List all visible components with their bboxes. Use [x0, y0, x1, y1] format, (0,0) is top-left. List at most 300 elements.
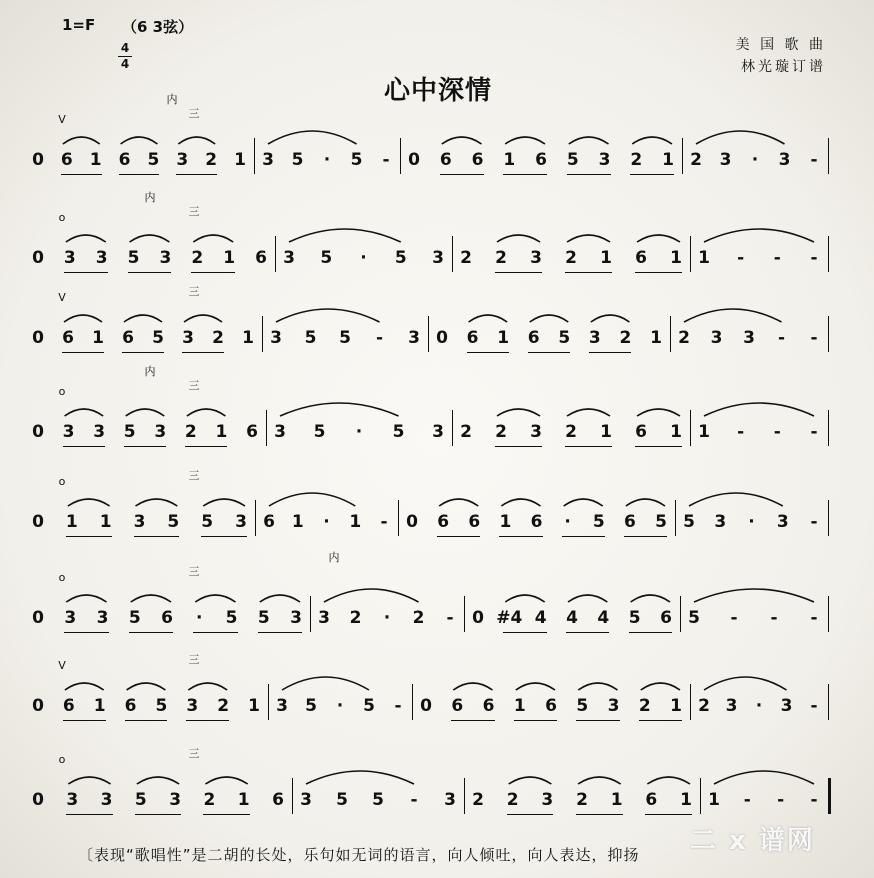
jianpu-note: 1: [698, 422, 710, 442]
jianpu-note: 3: [743, 328, 755, 348]
jianpu-note: -: [810, 790, 818, 810]
jianpu-note: 6: [62, 696, 75, 716]
beam-line: [589, 352, 632, 353]
jianpu-note: 5: [683, 512, 695, 532]
jianpu-note: 5: [339, 328, 351, 348]
jianpu-note: 1: [65, 512, 78, 532]
beam-line: [630, 174, 674, 175]
beam-line: [201, 536, 247, 537]
jianpu-note: 2: [191, 248, 204, 268]
jianpu-note: 6: [62, 328, 74, 348]
jianpu-note: ·: [755, 696, 763, 716]
beam-line: [193, 632, 237, 633]
jianpu-note: -: [777, 328, 786, 348]
score-row: [0, 191, 874, 316]
jianpu-note: 1: [237, 790, 250, 810]
jianpu-note: 1: [99, 512, 112, 532]
beam-line: [66, 536, 112, 537]
jianpu-note: 5: [336, 790, 348, 810]
beam-line: [503, 632, 546, 633]
jianpu-note: 1: [242, 328, 254, 348]
beam-line: [624, 536, 667, 537]
jianpu-note: 1: [291, 512, 304, 532]
jianpu-note: -: [382, 150, 390, 170]
jianpu-note: 5: [628, 608, 641, 628]
beam-line: [565, 272, 612, 273]
jianpu-note: 5: [257, 608, 270, 628]
jianpu-note: 3: [408, 328, 420, 348]
jianpu-note: -: [380, 512, 388, 532]
jianpu-note: 2: [184, 422, 197, 442]
jianpu-note: 3: [318, 608, 330, 628]
jianpu-note: 4: [566, 608, 578, 628]
open-string-mark: o: [58, 753, 66, 766]
beam-line: [499, 536, 542, 537]
breath-mark: V: [58, 659, 66, 672]
jianpu-note: 3: [64, 608, 77, 628]
jianpu-note: 2: [638, 696, 651, 716]
jianpu-note: 3: [778, 150, 791, 170]
song-title: 心中深情: [384, 76, 493, 106]
jianpu-note: -: [810, 608, 818, 628]
third-position-mark: 三: [188, 379, 200, 392]
jianpu-note: 6: [255, 248, 267, 268]
third-position-mark: 三: [188, 285, 200, 298]
credit-origin: 美 国 歌 曲: [735, 37, 826, 53]
barline: [464, 778, 465, 814]
jianpu-note: 2: [506, 790, 519, 810]
jianpu-note: -: [810, 696, 818, 716]
jianpu-note: -: [773, 248, 781, 268]
barline: [310, 596, 311, 632]
jianpu-note: 6: [437, 512, 450, 532]
barline: [690, 684, 691, 720]
jianpu-note: 5: [558, 328, 571, 348]
jianpu-note: 5: [688, 608, 700, 628]
barline: [428, 316, 429, 352]
barline: [464, 596, 465, 632]
jianpu-note: 0: [32, 790, 44, 810]
jianpu-note: 5: [655, 512, 667, 532]
third-position-mark: 三: [188, 469, 200, 482]
jianpu-note: 3: [725, 696, 738, 716]
beam-line: [567, 174, 611, 175]
jianpu-note: 3: [290, 608, 302, 628]
jianpu-note: 1: [680, 790, 692, 810]
jianpu-note: 5: [392, 422, 405, 442]
jianpu-note: 1: [708, 790, 720, 810]
barline: [690, 236, 691, 272]
jianpu-note: 6: [527, 328, 540, 348]
jianpu-note: 1: [670, 422, 682, 442]
jianpu-note: 3: [182, 328, 194, 348]
beam-line: [576, 720, 619, 721]
jianpu-note: 1: [248, 696, 260, 716]
jianpu-note: 2: [460, 248, 472, 268]
key-signature: 1=F: [62, 16, 96, 34]
barline: [400, 138, 401, 174]
jianpu-note: 3: [133, 512, 146, 532]
jianpu-note: 5: [313, 422, 326, 442]
tuning-label: （6 3弦）: [122, 18, 194, 36]
barline: [828, 684, 829, 720]
jianpu-note: 2: [203, 790, 216, 810]
jianpu-note: 5: [320, 248, 333, 268]
jianpu-note: -: [394, 696, 402, 716]
barline: [255, 500, 256, 536]
jianpu-note: 6: [246, 422, 258, 442]
jianpu-note: 5: [152, 328, 164, 348]
score-row: [0, 653, 874, 764]
jianpu-note: 2: [495, 248, 507, 268]
jianpu-note: -: [737, 248, 745, 268]
jianpu-note: 3: [607, 696, 620, 716]
jianpu-note: 5: [363, 696, 375, 716]
barline: [452, 236, 453, 272]
third-position-mark: 三: [188, 107, 200, 120]
barline: [690, 410, 691, 446]
jianpu-note: ·: [751, 150, 759, 170]
jianpu-note: 3: [780, 696, 793, 716]
jianpu-note: 1: [223, 248, 236, 268]
jianpu-note: 6: [466, 328, 479, 348]
beam-line: [635, 272, 682, 273]
beam-line: [258, 632, 302, 633]
jianpu-note: 2: [217, 696, 230, 716]
jianpu-note: 5: [225, 608, 238, 628]
time-sig-bottom: 4: [120, 57, 130, 71]
barline: [262, 316, 263, 352]
jianpu-note: 5: [566, 150, 579, 170]
jianpu-note: -: [410, 790, 418, 810]
jianpu-note: -: [737, 422, 745, 442]
jianpu-note: 6: [60, 150, 73, 170]
jianpu-note: -: [810, 422, 818, 442]
jianpu-note: 6: [122, 328, 134, 348]
jianpu-note: -: [810, 328, 818, 348]
jianpu-note: 5: [576, 696, 589, 716]
jianpu-note: 2: [619, 328, 632, 348]
jianpu-note: 1: [499, 512, 512, 532]
breath-mark: V: [58, 113, 66, 126]
beam-line: [437, 536, 480, 537]
jianpu-note: 0: [32, 328, 44, 348]
beam-line: [203, 814, 249, 815]
jianpu-note: -: [810, 150, 818, 170]
jianpu-note: 1: [662, 150, 674, 170]
barline: [828, 778, 831, 814]
jianpu-note: 3: [100, 790, 113, 810]
beam-line: [129, 632, 173, 633]
jianpu-note: ·: [383, 608, 391, 628]
performance-note: 〔表现“歌唱性”是二胡的长处，乐句如无词的语言，向人倾吐，向人表达，抑扬: [78, 846, 640, 864]
beam-line: [507, 814, 554, 815]
jianpu-note: 2: [205, 150, 218, 170]
beam-line: [495, 272, 542, 273]
barline: [828, 236, 829, 272]
jianpu-note: 1: [93, 696, 106, 716]
open-string-mark: o: [58, 385, 66, 398]
jianpu-note: 5: [127, 248, 140, 268]
third-position-mark: 三: [188, 747, 200, 760]
jianpu-note: 6: [471, 150, 484, 170]
jianpu-note: 3: [283, 248, 295, 268]
jianpu-note: 3: [598, 150, 611, 170]
jianpu-note: 3: [776, 512, 789, 532]
jianpu-note: #4: [496, 608, 523, 628]
jianpu-note: 5: [134, 790, 147, 810]
beam-line: [63, 720, 106, 721]
beam-line: [514, 720, 557, 721]
jianpu-note: 5: [147, 150, 160, 170]
jianpu-note: 2: [565, 248, 577, 268]
jianpu-note: 6: [530, 512, 543, 532]
jianpu-note: 6: [439, 150, 452, 170]
jianpu-note: 3: [710, 328, 723, 348]
jianpu-note: 6: [263, 512, 275, 532]
jianpu-note: 0: [32, 422, 44, 442]
beam-line: [176, 174, 217, 175]
jianpu-note: 3: [63, 248, 76, 268]
jianpu-note: 2: [460, 422, 472, 442]
jianpu-note: ·: [748, 512, 755, 532]
jianpu-note: 3: [62, 422, 75, 442]
beam-line: [576, 814, 623, 815]
credit-arranger: 林光璇订谱: [741, 59, 826, 75]
beam-line: [128, 272, 172, 273]
jianpu-note: 0: [32, 248, 44, 268]
jianpu-note: 3: [270, 328, 282, 348]
beam-line: [63, 446, 106, 447]
jianpu-note: 2: [576, 790, 588, 810]
jianpu-note: -: [743, 790, 751, 810]
jianpu-note: 6: [161, 608, 173, 628]
inner-string-mark: 内: [144, 365, 156, 378]
barline: [700, 778, 701, 814]
barline: [828, 500, 829, 536]
open-string-mark: o: [58, 211, 66, 224]
jianpu-note: -: [777, 790, 785, 810]
jianpu-note: 2: [472, 790, 484, 810]
jianpu-note: 6: [482, 696, 495, 716]
beam-line: [61, 174, 102, 175]
jianpu-note: ·: [323, 512, 330, 532]
jianpu-note: 5: [350, 150, 363, 170]
jianpu-note: 3: [235, 512, 247, 532]
jianpu-note: 5: [394, 248, 407, 268]
beam-line: [66, 814, 112, 815]
jianpu-note: 2: [565, 422, 577, 442]
jianpu-note: 3: [186, 696, 199, 716]
jianpu-note: ·: [196, 608, 203, 628]
inner-string-mark: 内: [166, 93, 178, 106]
jianpu-note: 0: [32, 512, 44, 532]
jianpu-note: 4: [597, 608, 610, 628]
jianpu-note: 5: [592, 512, 605, 532]
jianpu-note: 0: [420, 696, 432, 716]
jianpu-note: 5: [167, 512, 180, 532]
jianpu-note: 3: [444, 790, 456, 810]
barline: [412, 684, 413, 720]
jianpu-note: 3: [432, 422, 444, 442]
jianpu-note: 6: [272, 790, 284, 810]
jianpu-note: ·: [323, 150, 331, 170]
barline: [452, 410, 453, 446]
barline: [292, 778, 293, 814]
jianpu-note: 5: [305, 696, 317, 716]
jianpu-note: -: [730, 608, 738, 628]
jianpu-note: 5: [128, 608, 141, 628]
barline: [275, 236, 276, 272]
third-position-mark: 三: [188, 565, 200, 578]
jianpu-note: 6: [623, 512, 636, 532]
score-row: [0, 93, 874, 218]
jianpu-note: 2: [495, 422, 507, 442]
open-string-mark: o: [58, 571, 66, 584]
score-row: [0, 365, 874, 490]
jianpu-note: 2: [698, 696, 710, 716]
jianpu-note: 6: [124, 696, 137, 716]
jianpu-note: 6: [535, 150, 547, 170]
barline: [670, 316, 671, 352]
jianpu-note: 3: [530, 248, 542, 268]
jianpu-note: 3: [262, 150, 274, 170]
barline: [828, 410, 829, 446]
jianpu-note: 2: [690, 150, 702, 170]
jianpu-note: 1: [503, 150, 516, 170]
jianpu-note: 3: [541, 790, 554, 810]
jianpu-note: 3: [154, 422, 167, 442]
jianpu-note: 4: [534, 608, 547, 628]
barline: [675, 500, 676, 536]
beam-line: [503, 174, 547, 175]
beam-line: [134, 536, 180, 537]
jianpu-note: 1: [698, 248, 710, 268]
jianpu-note: 3: [432, 248, 444, 268]
score-row: [0, 469, 874, 580]
jianpu-note: 3: [95, 248, 108, 268]
jianpu-note: -: [810, 512, 818, 532]
jianpu-note: 6: [118, 150, 131, 170]
beam-line: [119, 174, 160, 175]
score-row: [0, 285, 874, 396]
barline: [680, 596, 681, 632]
breath-mark: V: [58, 291, 66, 304]
time-sig-top: 4: [120, 41, 130, 55]
jianpu-note: 3: [714, 512, 727, 532]
jianpu-note: -: [446, 608, 454, 628]
inner-string-mark: 内: [144, 191, 156, 204]
barline: [266, 410, 267, 446]
jianpu-note: 3: [588, 328, 601, 348]
jianpu-note: 1: [89, 150, 102, 170]
beam-line: [451, 720, 494, 721]
third-position-mark: 三: [188, 205, 200, 218]
open-string-mark: o: [58, 475, 66, 488]
jianpu-note: 3: [176, 150, 189, 170]
beam-line: [191, 272, 235, 273]
jianpu-note: 5: [291, 150, 304, 170]
jianpu-note: 5: [123, 422, 136, 442]
barline: [828, 596, 829, 632]
barline: [398, 500, 399, 536]
beam-line: [182, 352, 224, 353]
jianpu-note: 6: [660, 608, 672, 628]
jianpu-note: 1: [600, 422, 612, 442]
barline: [828, 316, 829, 352]
jianpu-note: 6: [645, 790, 658, 810]
beam-line: [645, 814, 692, 815]
jianpu-note: 3: [96, 608, 109, 628]
jianpu-note: 1: [670, 696, 682, 716]
jianpu-note: 1: [349, 512, 362, 532]
jianpu-note: 0: [408, 150, 420, 170]
beam-line: [566, 632, 609, 633]
beam-line: [135, 814, 181, 815]
jianpu-note: 5: [155, 696, 168, 716]
jianpu-note: 2: [678, 328, 690, 348]
jianpu-note: ·: [360, 248, 367, 268]
jianpu-note: 6: [468, 512, 481, 532]
jianpu-note: 0: [436, 328, 448, 348]
jianpu-note: 3: [274, 422, 286, 442]
jianpu-note: 3: [159, 248, 172, 268]
barline: [828, 138, 829, 174]
jianpu-note: 5: [372, 790, 384, 810]
jianpu-note: 0: [406, 512, 418, 532]
jianpu-note: -: [773, 422, 781, 442]
inner-string-mark: 内: [328, 551, 340, 564]
jianpu-note: 5: [304, 328, 317, 348]
beam-line: [62, 352, 104, 353]
beam-line: [639, 720, 682, 721]
jianpu-note: 0: [32, 696, 44, 716]
beam-line: [562, 536, 605, 537]
jianpu-note: 0: [472, 608, 484, 628]
jianpu-note: 2: [212, 328, 224, 348]
beam-line: [124, 446, 167, 447]
jianpu-note: 3: [93, 422, 106, 442]
barline: [268, 684, 269, 720]
jianpu-note: 6: [545, 696, 557, 716]
beam-line: [186, 720, 229, 721]
jianpu-note: 3: [530, 422, 542, 442]
jianpu-note: 3: [300, 790, 312, 810]
jianpu-note: ·: [564, 512, 571, 532]
jianpu-note: 1: [670, 248, 682, 268]
jianpu-note: 1: [513, 696, 526, 716]
beam-line: [565, 446, 612, 447]
beam-line: [495, 446, 542, 447]
jianpu-note: 3: [66, 790, 79, 810]
jianpu-note: 0: [32, 608, 44, 628]
beam-line: [185, 446, 228, 447]
beam-line: [64, 272, 108, 273]
score-row: [0, 551, 874, 676]
beam-line: [64, 632, 108, 633]
jianpu-note: -: [770, 608, 778, 628]
jianpu-note: ·: [355, 422, 363, 442]
beam-line: [440, 174, 484, 175]
jianpu-note: 1: [234, 150, 246, 170]
third-position-mark: 三: [188, 653, 200, 666]
jianpu-note: 1: [650, 328, 662, 348]
beam-line: [122, 352, 164, 353]
jianpu-note: 1: [600, 248, 612, 268]
jianpu-note: ·: [336, 696, 344, 716]
jianpu-note: -: [375, 328, 384, 348]
jianpu-note: 1: [497, 328, 510, 348]
